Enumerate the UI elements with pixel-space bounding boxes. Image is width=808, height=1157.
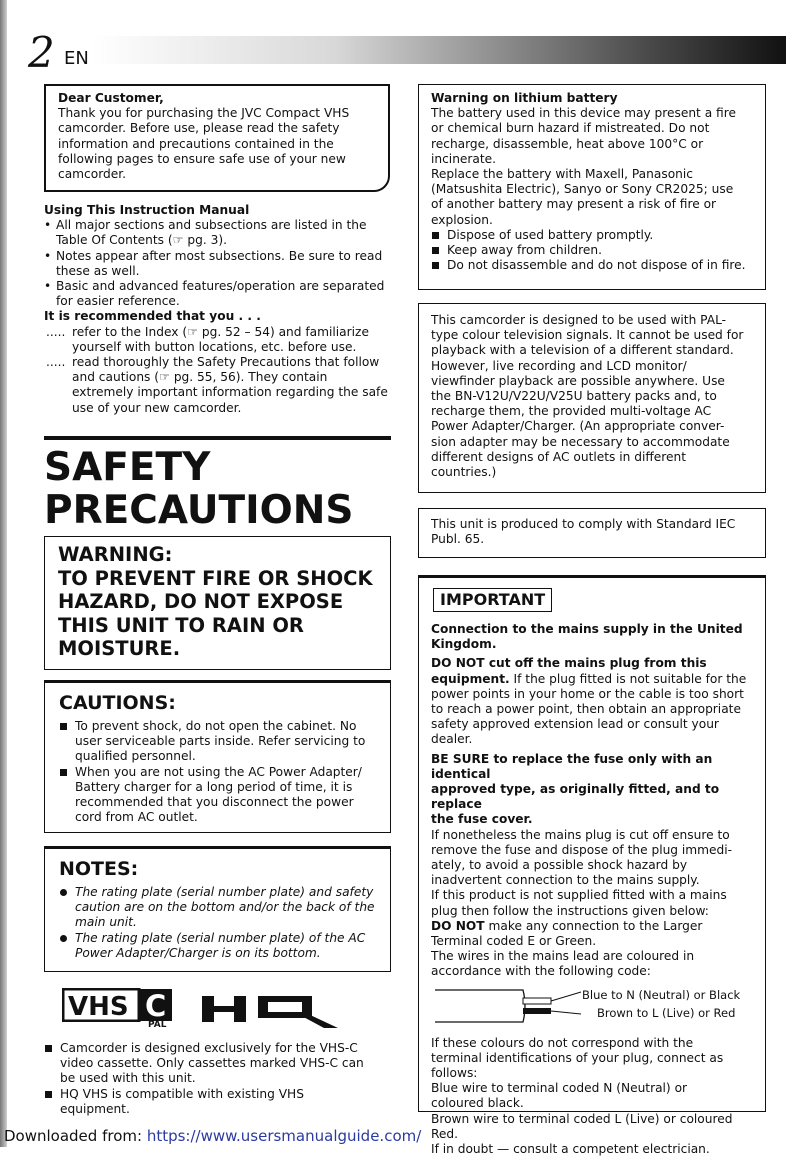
donot-paragraph bbox=[431, 656, 755, 747]
donot2-bold: DO NOT bbox=[431, 918, 485, 933]
vhs-c-info-list bbox=[44, 1041, 392, 1117]
final-line: If in doubt — consult a competent electrician. bbox=[431, 1142, 710, 1157]
pal-line: This camcorder is designed to be used with PAL- bbox=[431, 313, 727, 327]
notes-heading: NOTES: bbox=[59, 858, 139, 880]
c-logo-text: C bbox=[145, 989, 167, 1022]
caution-line: recommended that you disconnect the power bbox=[75, 795, 354, 810]
important-tag: IMPORTANT bbox=[433, 588, 552, 612]
connection-line: Kingdom. bbox=[431, 637, 497, 652]
warning-line: WARNING: bbox=[58, 543, 173, 566]
besure-bold-line: approved type, as originally fitted, and to replace bbox=[431, 782, 720, 812]
page-number: 2 bbox=[28, 28, 55, 77]
recommended-heading: It is recommended that you . . . bbox=[44, 309, 261, 324]
usage-bullet-line: • All major sections and subsections are listed in the bbox=[56, 218, 367, 233]
dot-leader: ..... bbox=[46, 355, 66, 370]
dear-customer-box bbox=[44, 84, 390, 192]
dear-line: camcorder. bbox=[58, 167, 126, 182]
page-edge bbox=[0, 0, 7, 1147]
caution-line: user serviceable parts inside. Refer servicing to bbox=[75, 734, 366, 749]
lithium-line: The battery used in this device may present a fire bbox=[431, 106, 736, 121]
lithium-line: incinerate. bbox=[431, 151, 497, 166]
final-line: If these colours do not correspond with the bbox=[431, 1035, 694, 1050]
vhs-c-info-line: be used with this unit. bbox=[60, 1071, 196, 1086]
besure-bold-line: BE SURE to replace the fuse only with an identical bbox=[431, 751, 713, 781]
note-line: Power Adapter/Charger is on its bottom. bbox=[75, 945, 321, 960]
usage-bullet bbox=[44, 249, 392, 279]
caution-item bbox=[59, 765, 380, 826]
warning-line: TO PREVENT FIRE OR SHOCK bbox=[58, 566, 373, 590]
header-gradient-bar bbox=[92, 36, 786, 64]
vhs-c-info-item bbox=[44, 1087, 392, 1117]
usage-bullet-line: • Basic and advanced features/operation are separated bbox=[56, 279, 385, 294]
note-line: The rating plate (serial number plate) and safety bbox=[75, 885, 374, 899]
lithium-line: explosion. bbox=[431, 212, 493, 227]
pal-line: type colour television signals. It cannot be used for bbox=[431, 328, 744, 343]
usage-heading: Using This Instruction Manual bbox=[44, 203, 250, 217]
besure-paragraph bbox=[431, 752, 755, 980]
donot-bold-line: equipment. bbox=[431, 671, 510, 686]
lithium-line: or chemical burn hazard if mistreated. Do not bbox=[431, 121, 710, 136]
pal-line: playback with a television of a different standard. bbox=[431, 343, 734, 358]
manual-usage-section bbox=[44, 203, 392, 416]
title-rule bbox=[44, 436, 391, 440]
pal-line: different designs of AC outlets in different bbox=[431, 449, 687, 464]
donot-line: power points in your home or the cable is too short bbox=[431, 686, 744, 701]
note-line: main unit. bbox=[75, 915, 137, 930]
connection-line: Connection to the mains supply in the United bbox=[431, 622, 743, 636]
vhs-c-info-line: video cassette. Only cassettes marked VHS-C can bbox=[60, 1056, 364, 1071]
recommended-line: and cautions (☞ pg. 55, 56). They contain bbox=[72, 370, 328, 385]
warning-line: MOISTURE. bbox=[58, 637, 181, 660]
iec-line: Publ. 65. bbox=[431, 532, 485, 547]
vhs-c-info-line: HQ VHS is compatible with existing VHS bbox=[60, 1086, 304, 1101]
recommended-line: yourself with button locations, etc. before use. bbox=[72, 339, 357, 354]
hq-logo bbox=[200, 992, 340, 1030]
donot2-line: accordance with the following code: bbox=[431, 964, 651, 979]
caution-item bbox=[59, 719, 380, 765]
donot2-line: The wires in the mains lead are coloured in bbox=[431, 949, 695, 964]
wire-diagram bbox=[431, 986, 755, 1030]
safety-title-line: PRECAUTIONS bbox=[44, 488, 354, 533]
besure-line: ately, to avoid a possible shock hazard by bbox=[431, 858, 688, 873]
recommended-line: use of your new camcorder. bbox=[72, 400, 242, 415]
language-code: EN bbox=[64, 48, 89, 69]
iec-notice-box bbox=[418, 508, 766, 558]
recommended-line: refer to the Index (☞ pg. 52 – 54) and familiarize bbox=[72, 324, 369, 339]
besure-line: If nonetheless the mains plug is cut off ensure to bbox=[431, 827, 730, 842]
connection-heading bbox=[431, 622, 755, 652]
lithium-item: Keep away from children. bbox=[431, 243, 755, 258]
besure-line: If this product is not supplied fitted with a mains bbox=[431, 888, 727, 903]
lithium-line: recharge, disassemble, heat above 100°C or bbox=[431, 136, 704, 151]
vhs-c-info-item bbox=[44, 1041, 392, 1087]
warning-line: THIS UNIT TO RAIN OR bbox=[58, 613, 304, 637]
footer-link[interactable]: https://www.usersmanualguide.com/ bbox=[146, 1127, 422, 1145]
final-line: Blue wire to terminal coded N (Neutral) or bbox=[431, 1081, 688, 1096]
usage-bullet bbox=[44, 279, 392, 309]
lithium-item: Dispose of used battery promptly. bbox=[431, 228, 755, 243]
lithium-battery-box bbox=[418, 84, 766, 290]
lithium-line: of another battery may present a risk of fire or bbox=[431, 197, 717, 212]
besure-bold-line: the fuse cover. bbox=[431, 812, 533, 827]
usage-bullet bbox=[44, 218, 392, 248]
vhs-c-info-line: Camcorder is designed exclusively for the VHS-C bbox=[60, 1041, 358, 1055]
pal-line: viewfinder playback are possible anywhere. Use bbox=[431, 373, 725, 388]
final-line: Red. bbox=[431, 1126, 459, 1141]
dear-line: information and precautions contained in the bbox=[58, 136, 334, 151]
pal-line: sion adapter may be necessary to accommodate bbox=[431, 434, 730, 449]
footer-label: Downloaded from: bbox=[4, 1127, 147, 1145]
pal-label: PAL bbox=[148, 1020, 167, 1030]
donot-line: If the plug fitted is not suitable for the bbox=[513, 671, 747, 686]
final-line: terminal identifications of your plug, connect as bbox=[431, 1050, 724, 1065]
warning-box bbox=[44, 536, 391, 670]
caution-line: Battery charger for a long period of time, it is bbox=[75, 779, 353, 794]
pal-line: countries.) bbox=[431, 465, 497, 480]
besure-line: inadvertent connection to the mains supply. bbox=[431, 873, 700, 888]
donot-line: safety approved extension lead or consult your bbox=[431, 717, 719, 732]
usage-bullet-line: • Notes appear after most subsections. Be sure to read bbox=[56, 248, 383, 263]
pal-line: Power Adapter/Charger. (An appropriate conver- bbox=[431, 419, 725, 434]
note-line: caution are on the bottom and/or the back of the bbox=[75, 900, 375, 915]
usage-bullet-line: these as well. bbox=[56, 263, 140, 278]
besure-line: plug then follow the instructions given below: bbox=[431, 903, 709, 918]
dear-line: Thank you for purchasing the JVC Compact VHS bbox=[58, 106, 350, 121]
pal-line: recharge them, the provided multi-voltage AC bbox=[431, 404, 712, 419]
final-paragraph bbox=[431, 1036, 755, 1157]
caution-line: When you are not using the AC Power Adapter/ bbox=[75, 764, 362, 779]
iec-line: This unit is produced to comply with Standard IEC bbox=[431, 517, 736, 531]
usage-bullet-line: Table Of Contents (☞ pg. 3). bbox=[56, 233, 227, 248]
donot-line: to reach a power point, then obtain an appropriate bbox=[431, 702, 741, 717]
recommended-item bbox=[44, 355, 392, 416]
note-item bbox=[59, 885, 380, 931]
donot2-line bbox=[431, 919, 755, 934]
lithium-line: Replace the battery with Maxell, Panasonic bbox=[431, 167, 693, 182]
pal-line: the BN-V12U/V22U/V25U battery packs and, to bbox=[431, 389, 717, 404]
safety-title-line: SAFETY bbox=[44, 445, 211, 490]
dear-title: Dear Customer, bbox=[58, 91, 164, 105]
donot-bold-line: DO NOT cut off the mains plug from this bbox=[431, 656, 707, 671]
blue-wire-label: Blue to N (Neutral) or Black bbox=[582, 987, 741, 1002]
lithium-line: (Matsushita Electric), Sanyo or Sony CR2025; use bbox=[431, 182, 734, 197]
lithium-item: Do not disassemble and do not dispose of in fire. bbox=[431, 258, 755, 273]
caution-line: To prevent shock, do not open the cabinet. No bbox=[75, 719, 357, 733]
final-line: Brown wire to terminal coded L (Live) or coloured bbox=[431, 1111, 733, 1126]
page-header bbox=[20, 30, 788, 78]
vhs-logo-text: VHS bbox=[68, 992, 129, 1022]
download-footer bbox=[4, 1126, 421, 1146]
pal-line: However, live recording and LCD monitor/ bbox=[431, 358, 687, 373]
cautions-heading: CAUTIONS: bbox=[59, 692, 176, 714]
vhs-c-info-line: equipment. bbox=[60, 1101, 130, 1116]
recommended-item bbox=[44, 325, 392, 355]
safety-title bbox=[44, 446, 354, 532]
recommended-line: extremely important information regarding the safe bbox=[72, 385, 388, 400]
vhs-c-logo bbox=[62, 988, 174, 1022]
caution-line: qualified personnel. bbox=[75, 749, 196, 764]
dear-line: following pages to ensure safe use of your new bbox=[58, 151, 346, 166]
final-line: coloured black. bbox=[431, 1096, 524, 1111]
notes-box bbox=[44, 846, 391, 972]
usage-bullet-line: for easier reference. bbox=[56, 294, 180, 309]
donot-line: dealer. bbox=[431, 732, 473, 747]
caution-line: cord from AC outlet. bbox=[75, 810, 198, 825]
besure-line: remove the fuse and dispose of the plug immedi- bbox=[431, 842, 733, 857]
dot-leader: ..... bbox=[46, 324, 66, 339]
dear-line: camcorder. Before use, please read the safety bbox=[58, 121, 340, 136]
important-box bbox=[418, 575, 766, 1157]
cautions-box bbox=[44, 680, 391, 833]
recommended-line: read thoroughly the Safety Precautions that follow bbox=[72, 355, 380, 370]
donot2-text: make any connection to the Larger bbox=[484, 918, 703, 933]
note-line: The rating plate (serial number plate) of the AC bbox=[75, 930, 366, 945]
lithium-heading: Warning on lithium battery bbox=[431, 91, 618, 105]
warning-line: HAZARD, DO NOT EXPOSE bbox=[58, 590, 344, 613]
format-logos bbox=[62, 986, 352, 1034]
note-item bbox=[59, 931, 380, 961]
pal-notice-box bbox=[418, 303, 766, 493]
brown-wire-label: Brown to L (Live) or Red bbox=[597, 1005, 736, 1020]
donot2-line: Terminal coded E or Green. bbox=[431, 934, 597, 949]
final-line: follows: bbox=[431, 1066, 478, 1081]
wire-illustration bbox=[433, 986, 583, 1026]
